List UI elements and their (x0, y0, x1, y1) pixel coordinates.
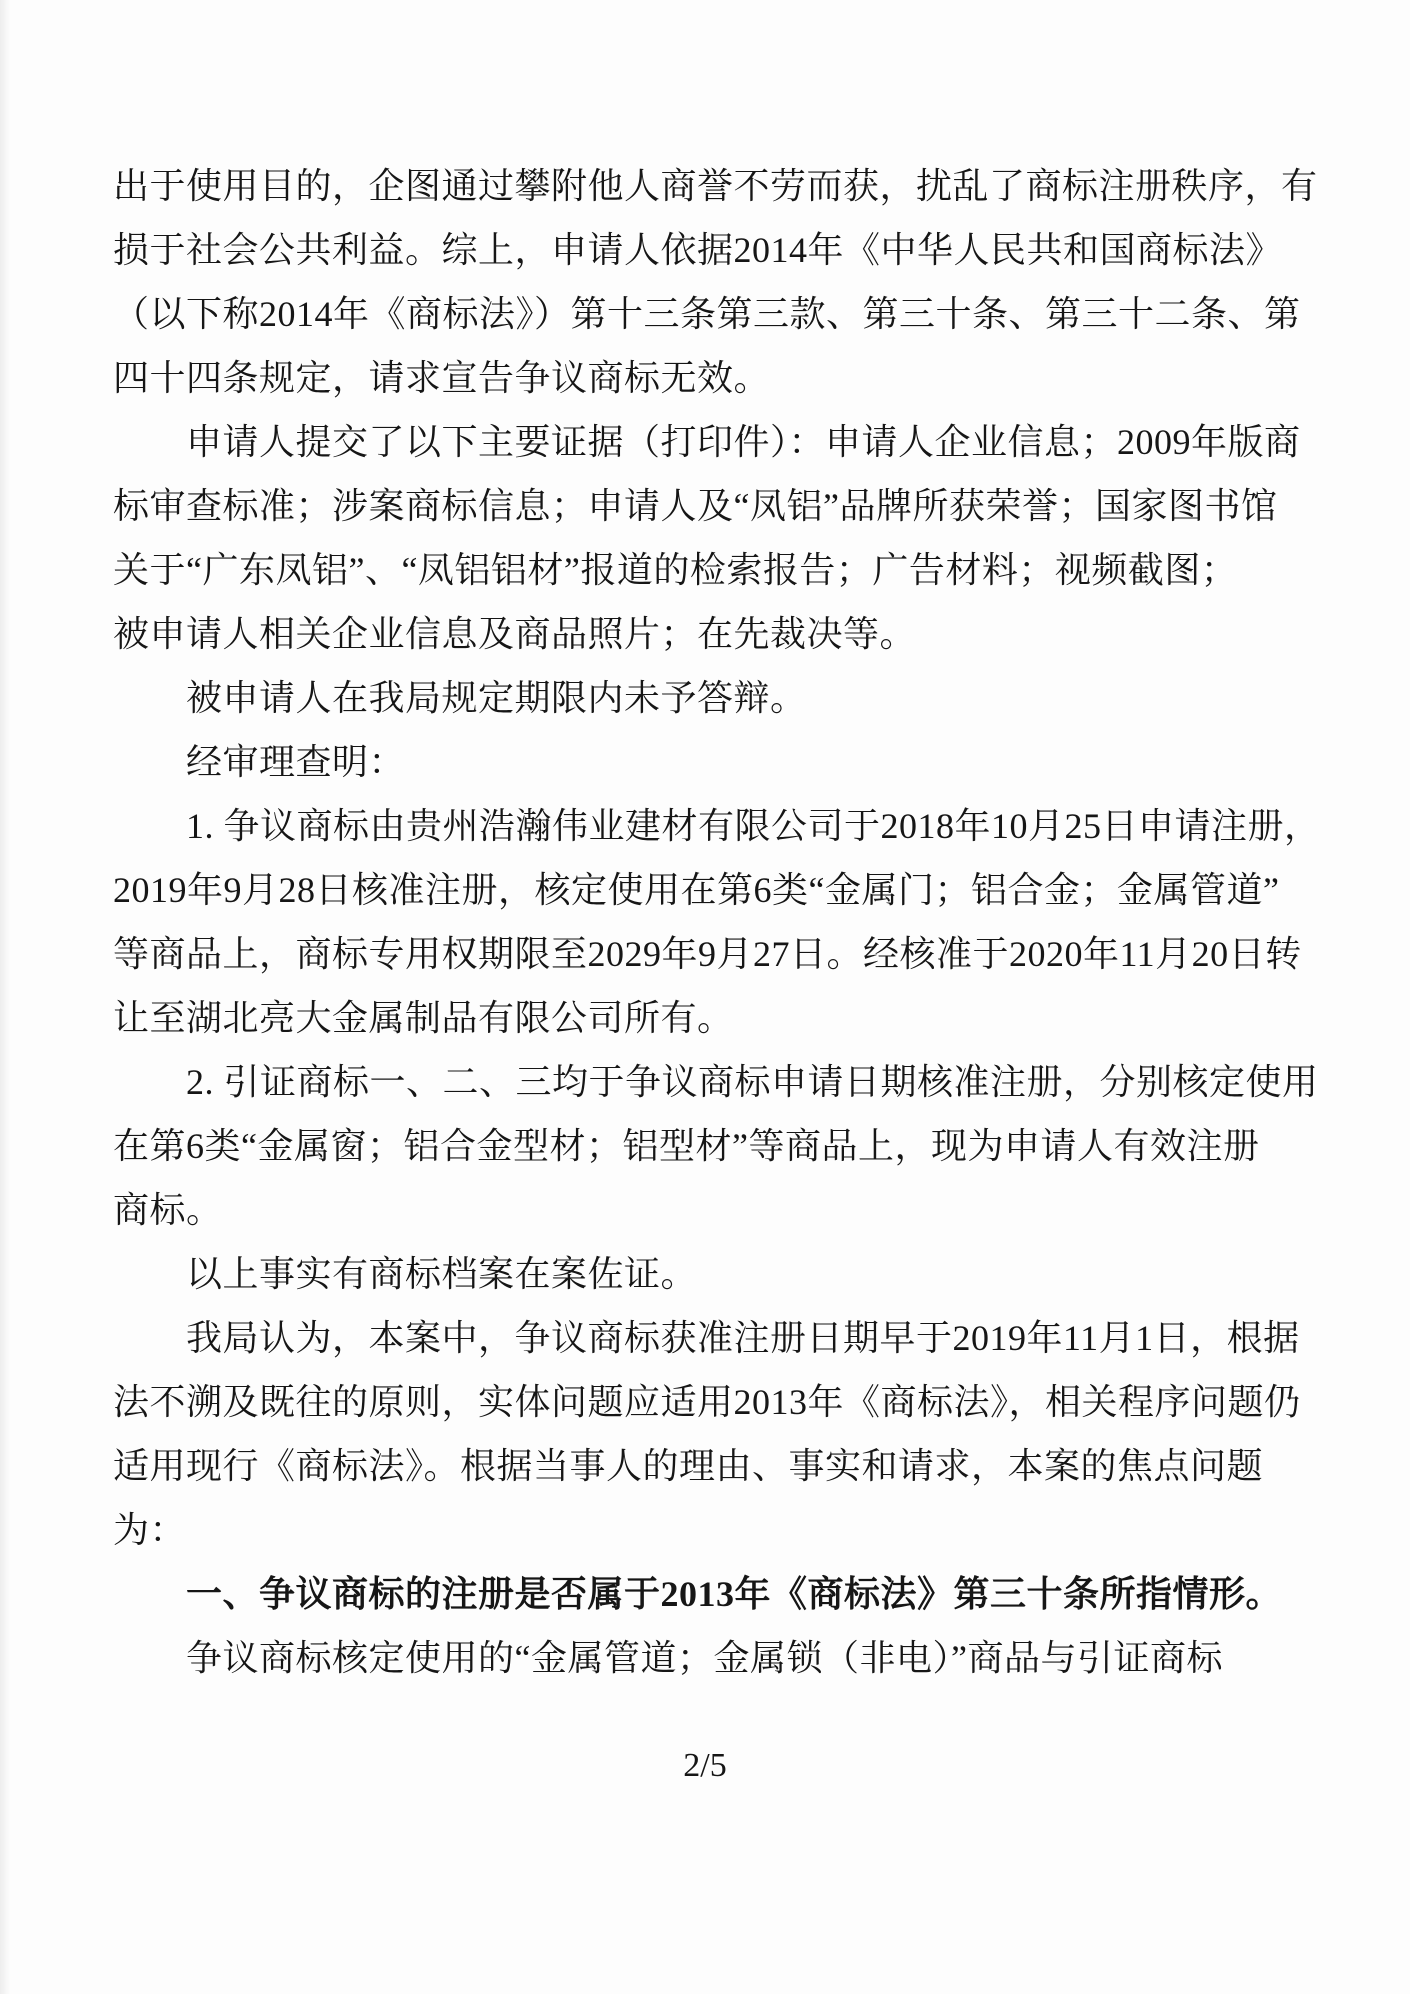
document-line: 关于“广东凤铝”、“凤铝铝材”报道的检索报告；广告材料；视频截图； (113, 550, 1238, 590)
document-line: 为： (113, 1510, 187, 1550)
document-line: 出于使用目的，企图通过攀附他人商誉不劳而获，扰乱了商标注册秩序，有 (113, 166, 1318, 206)
document-line: 适用现行《商标法》。根据当事人的理由、事实和请求，本案的焦点问题 (113, 1446, 1264, 1486)
document-line: 被申请人相关企业信息及商品照片；在先裁决等。 (113, 614, 917, 654)
page-number: 2/5 (683, 1747, 727, 1784)
scan-edge-shadow (0, 0, 10, 1994)
document-line: 标审查标准；涉案商标信息；申请人及“凤铝”品牌所获荣誉；国家图书馆 (113, 486, 1278, 526)
document-line: （以下称2014年《商标法》）第十三条第三款、第三十条、第三十二条、第 (113, 294, 1301, 334)
document-line: 在第6类“金属窗；铝合金型材；铝型材”等商品上，现为申请人有效注册 (113, 1126, 1260, 1166)
document-line: 以上事实有商标档案在案佐证。 (186, 1254, 698, 1294)
document-line: 一、争议商标的注册是否属于2013年《商标法》第三十条所指情形。 (186, 1574, 1283, 1614)
document-line: 等商品上，商标专用权期限至2029年9月27日。经核准于2020年11月20日转 (113, 934, 1302, 974)
document-line: 法不溯及既往的原则，实体问题应适用2013年《商标法》，相关程序问题仍 (113, 1382, 1301, 1422)
document-line: 四十四条规定，请求宣告争议商标无效。 (113, 358, 771, 398)
document-line: 1. 争议商标由贵州浩瀚伟业建材有限公司于2018年10月25日申请注册， (186, 806, 1321, 846)
document-line: 损于社会公共利益。综上，申请人依据2014年《中华人民共和国商标法》 (113, 230, 1283, 270)
document-line: 被申请人在我局规定期限内未予答辩。 (186, 678, 807, 718)
document-line: 2. 引证商标一、二、三均于争议商标申请日期核准注册，分别核定使用 (186, 1062, 1319, 1102)
document-line: 2019年9月28日核准注册，核定使用在第6类“金属门；铝合金；金属管道” (113, 870, 1280, 910)
document-line: 经审理查明： (186, 742, 406, 782)
document-body (113, 154, 1321, 1690)
document-line: 商标。 (113, 1190, 223, 1230)
document-line: 我局认为，本案中，争议商标获准注册日期早于2019年11月1日，根据 (186, 1318, 1300, 1358)
document-line: 争议商标核定使用的“金属管道；金属锁（非电）”商品与引证商标 (186, 1638, 1223, 1678)
document-line: 申请人提交了以下主要证据（打印件）：申请人企业信息；2009年版商 (186, 422, 1301, 462)
document-line: 让至湖北亮大金属制品有限公司所有。 (113, 998, 734, 1038)
